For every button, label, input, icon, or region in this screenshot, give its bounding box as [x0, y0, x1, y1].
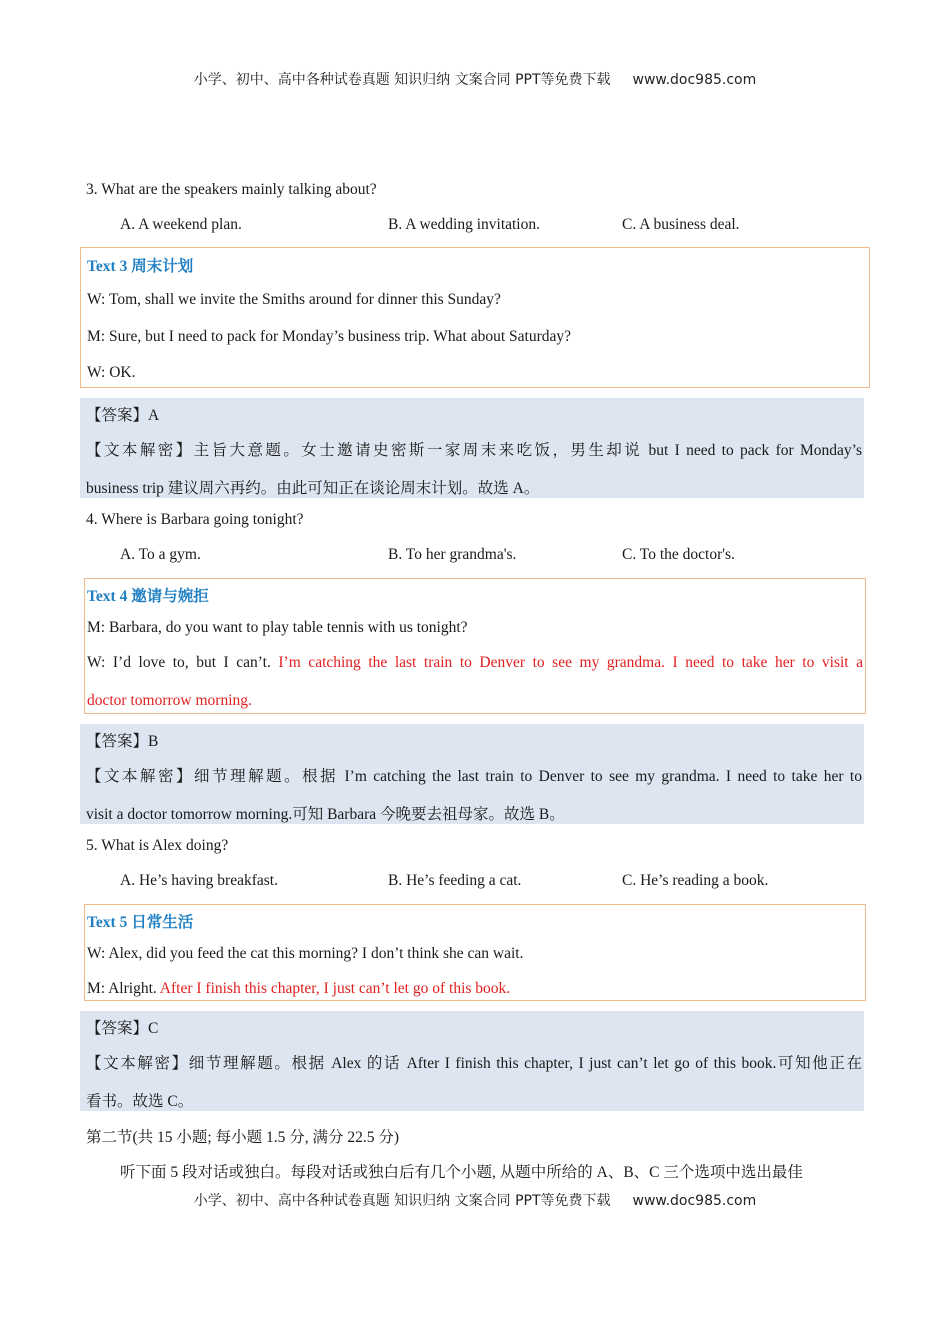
page-footer [0, 1190, 950, 1210]
text-4-title: Text 4 邀请与婉拒 [87, 588, 209, 605]
answer-5: 【答案】C [86, 1020, 159, 1037]
q4-option-c: C. To the doctor's. [622, 546, 735, 563]
q3-option-c: C. A business deal. [622, 216, 740, 233]
question-3: 3. What are the speakers mainly talking about? [86, 181, 377, 198]
text-3-line-1: W: Tom, shall we invite the Smiths around for dinner this Sunday? [87, 291, 501, 308]
explain-3-line-2: business trip 建议周六再约。由此可知正在谈论周末计划。故选 A。 [86, 480, 540, 497]
text-4-line-2-speaker: W: I’d love to, but I can’t. [87, 654, 271, 671]
header-site[interactable]: www.doc985.com [632, 72, 757, 88]
text-5-title: Text 5 日常生活 [87, 914, 194, 931]
footer-site[interactable]: www.doc985.com [632, 1193, 757, 1209]
text-3-line-3: W: OK. [87, 364, 136, 381]
explain-4-line-1: 【文本解密】细节理解题。根据 I’m catching the last train to Denver to see my grandma. I need to take her to [86, 768, 862, 785]
header-text: 小学、初中、高中各种试卷真题 知识归纳 文案合同 PPT等免费下载 [193, 72, 611, 88]
text-5-line-1: W: Alex, did you feed the cat this morning? I don’t think she can wait. [87, 945, 524, 962]
explain-4-line-2: visit a doctor tomorrow morning.可知 Barbara 今晚要去祖母家。故选 B。 [86, 806, 565, 823]
text-3-box [80, 247, 870, 388]
text-5-line-2-highlight: After I finish this chapter, I just can’t let go of this book. [159, 980, 511, 997]
answer-4: 【答案】B [86, 733, 159, 750]
answer-3-box [80, 398, 864, 498]
answer-4-box [80, 724, 864, 824]
explain-3-line-1: 【文本解密】主旨大意题。女士邀请史密斯一家周末来吃饭，男生却说 but I need to pack for Monday’s [86, 442, 862, 459]
q5-option-a: A. He’s having breakfast. [120, 872, 278, 889]
text-4-line-2 [87, 654, 863, 672]
text-4-box [84, 578, 866, 714]
footer-text: 小学、初中、高中各种试卷真题 知识归纳 文案合同 PPT等免费下载 [193, 1193, 611, 1209]
text-4-line-2-highlight: I’m catching the last train to Denver to see my grandma. I need to take her to visit a [278, 654, 864, 671]
q4-option-a: A. To a gym. [120, 546, 201, 563]
text-4-line-1: M: Barbara, do you want to play table tennis with us tonight? [87, 619, 468, 636]
explain-5-line-1: 【文本解密】细节理解题。根据 Alex 的话 After I finish this chapter, I just can’t let go of this book.可知他正在 [86, 1055, 862, 1072]
question-5: 5. What is Alex doing? [86, 837, 229, 854]
q3-option-a: A. A weekend plan. [120, 216, 242, 233]
answer-5-box [80, 1011, 864, 1111]
q4-option-b: B. To her grandma's. [388, 546, 517, 563]
section-2-instruction: 听下面 5 段对话或独白。每段对话或独白后有几个小题, 从题中所给的 A、B、C 三个选项中选出最佳 [120, 1164, 803, 1181]
answer-3: 【答案】A [86, 407, 160, 424]
text-5-line-2-speaker: M: Alright. [87, 980, 157, 997]
section-2-heading: 第二节(共 15 小题; 每小题 1.5 分, 满分 22.5 分) [86, 1129, 400, 1146]
q5-option-c: C. He’s reading a book. [622, 872, 769, 889]
page-header [0, 69, 950, 89]
text-3-title: Text 3 周末计划 [87, 258, 194, 275]
text-4-line-3-highlight: doctor tomorrow morning. [87, 692, 252, 709]
q5-option-b: B. He’s feeding a cat. [388, 872, 522, 889]
text-5-line-2 [87, 980, 510, 998]
question-4: 4. Where is Barbara going tonight? [86, 511, 304, 528]
text-5-box [84, 904, 866, 1001]
text-3-line-2: M: Sure, but I need to pack for Monday’s business trip. What about Saturday? [87, 328, 571, 345]
explain-5-line-2: 看书。故选 C。 [86, 1093, 194, 1110]
q3-option-b: B. A wedding invitation. [388, 216, 540, 233]
